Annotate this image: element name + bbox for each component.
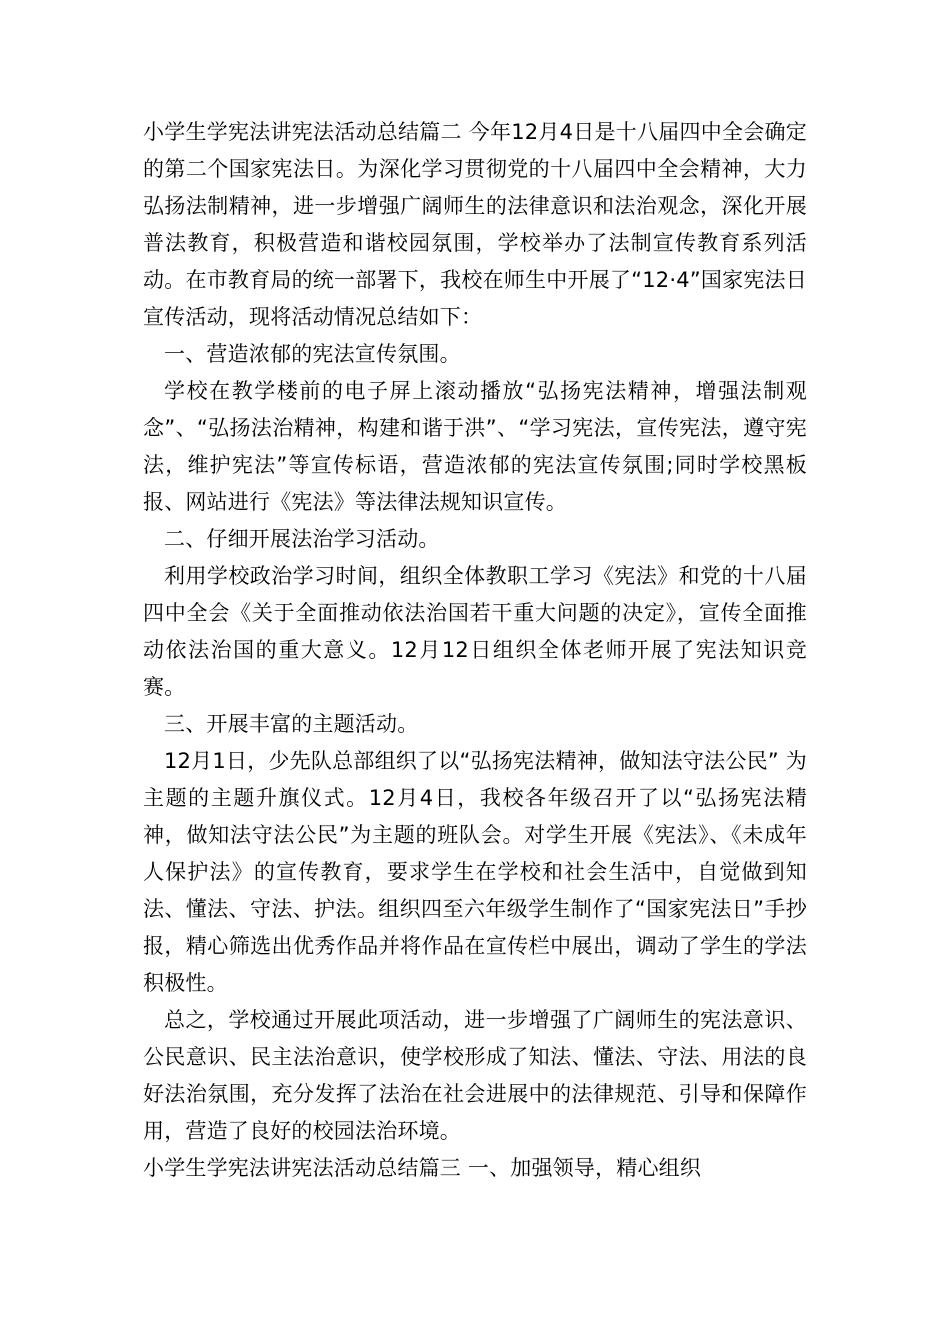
section-1-paragraph: 学校在教学楼前的电子屏上滚动播放“弘扬宪法精神，增强法制观念”、“弘扬法治精神，构建和谐于洪”、“学习宪法，宣传宪法，遵守宪法，维护宪法”等宣传标语，营造浓郁的宪法宣传氛围;同时学校黑板报、网站进行《宪法》等法律法规知识宣传。	[143, 379, 807, 514]
section-heading-1: 一、营造浓郁的宪法宣传氛围。	[164, 342, 461, 366]
section-heading-2: 二、仔细开展法治学习活动。	[164, 527, 440, 551]
intro-paragraph: 小学生学宪法讲宪法活动总结篇二 今年12月4日是十八届四中全会确定的第二个国家宪法日。为深化学习贯彻党的十八届四中全会精神，大力弘扬法制精神，进一步增强广阔师生的法律意识和法治观念，深化开展普法教育，积极营造和谐校园氛围，学校举办了法制宣传教育系列活动。在市教育局的统一部署下，我校在师生中开展了“12·4”国家宪法日宣传活动，现将活动情况总结如下：	[143, 120, 807, 329]
next-article-title: 小学生学宪法讲宪法活动总结篇三 一、加强领导，精心组织	[143, 1156, 702, 1180]
section-heading-3: 三、开展丰富的主题活动。	[164, 712, 419, 736]
conclusion-paragraph: 总之，学校通过开展此项活动，进一步增强了广阔师生的宪法意识、公民意识、民主法治意识，使学校形成了知法、懂法、守法、用法的良好法治氛围，充分发挥了法治在社会进展中的法律规范、引导和保障作用，营造了良好的校园法治环境。	[143, 1008, 807, 1143]
document-page	[143, 114, 807, 1187]
section-3-paragraph: 12月1日，少先队总部组织了以“弘扬宪法精神，做知法守法公民” 为主题的主题升旗仪式。12月4日，我校各年级召开了以“弘扬宪法精神，做知法守法公民”为主题的班队会。对学生开展《宪法》、《未成年人保护法》的宣传教育，要求学生在学校和社会生活中，自觉做到知法、懂法、守法、护法。组织四至六年级学生制作了“国家宪法日”手抄报，精心筛选出优秀作品并将作品在宣传栏中展出，调动了学生的学法积极性。	[143, 749, 807, 995]
section-2-paragraph: 利用学校政治学习时间，组织全体教职工学习《宪法》和党的十八届四中全会《关于全面推动依法治国若干重大问题的决定》，宣传全面推动依法治国的重大意义。12月12日组织全体老师开展了宪法知识竞赛。	[143, 564, 807, 699]
